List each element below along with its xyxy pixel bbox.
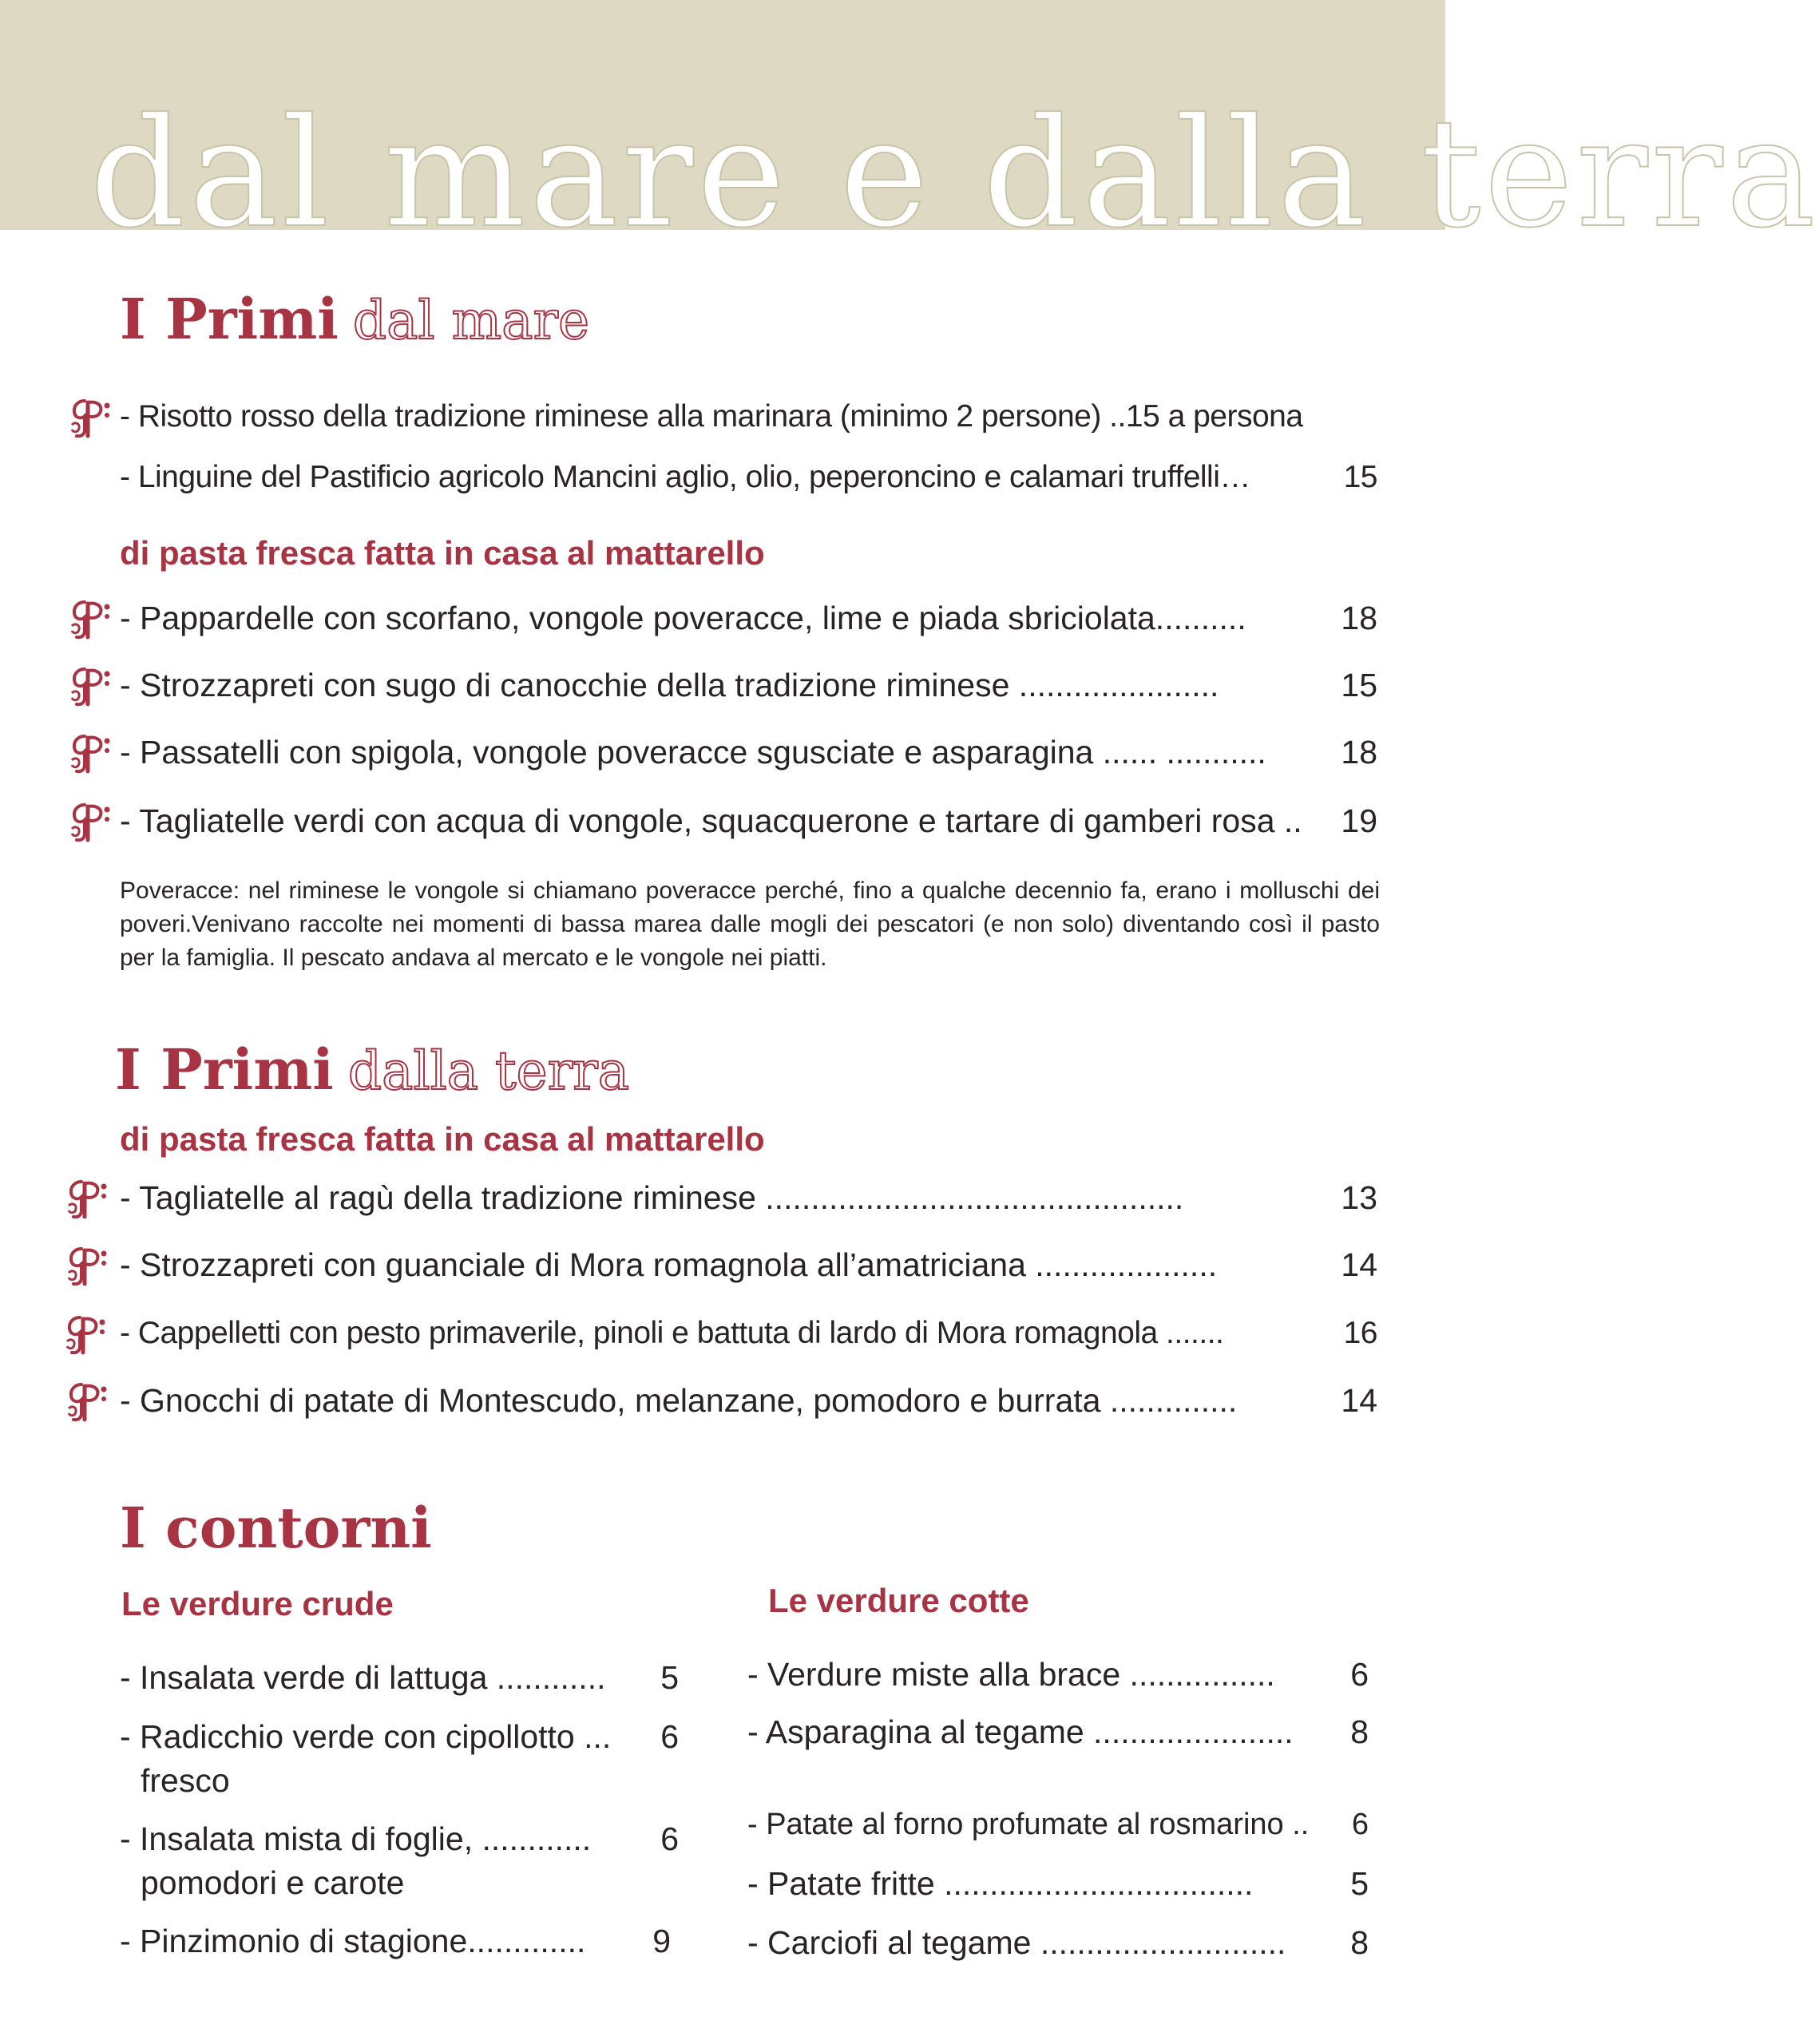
section-title-light: dalla terra bbox=[347, 1040, 630, 1102]
menu-item-linguine bbox=[120, 454, 1377, 501]
poveracce-note: Poveracce: nel riminese le vongole si chiamano poveracce perché, fino a qualche decennio fa, erano i molluschi dei poveri.Venivano raccolte nei momenti di bassa marea dalle mogli dei pescatori (e non solo) diventando così il pasto per la famiglia. Il pescato andava al mercato e le vongole nei piatti. bbox=[120, 877, 1380, 971]
contorno-price: 8 bbox=[1350, 1924, 1369, 1961]
contorno-price: 6 bbox=[660, 1718, 679, 1755]
contorno-price: 8 bbox=[1350, 1713, 1369, 1750]
contorno-price: 6 bbox=[1351, 1808, 1369, 1841]
menu-item-tagliatelle-ragu bbox=[120, 1174, 1377, 1222]
contorno-label: - Pinzimonio di stagione............. bbox=[120, 1923, 586, 1959]
section-title-contorni: I contorni bbox=[120, 1495, 432, 1561]
menu-item-strozzapreti-guanciale bbox=[120, 1241, 1377, 1289]
contorno-label: - Carciofi al tegame ........................... bbox=[747, 1924, 1286, 1961]
section-title-bold: I Primi bbox=[120, 286, 339, 352]
contorno-item-verdure-brace bbox=[747, 1653, 1369, 1697]
menu-item-price: 14 bbox=[1341, 1246, 1377, 1283]
menu-item-cappelletti bbox=[120, 1309, 1377, 1357]
contorno-price: 5 bbox=[660, 1659, 679, 1696]
subhead-verdure-crude: Le verdure crude bbox=[121, 1585, 394, 1622]
menu-item-label: - Linguine del Pastificio agricolo Mancini aglio, olio, peperoncino e calamari truffelli… bbox=[120, 460, 1250, 494]
menu-item-gnocchi bbox=[120, 1377, 1377, 1424]
menu-item-risotto bbox=[120, 393, 1377, 441]
contorno-item-patate-forno bbox=[747, 1803, 1369, 1847]
menu-item-price: 16 bbox=[1343, 1316, 1377, 1350]
fleur-logo-icon bbox=[64, 1378, 110, 1424]
contorno-label-cont: fresco bbox=[141, 1762, 230, 1799]
contorno-item-asparagina bbox=[747, 1710, 1369, 1754]
section-title-bold: I Primi bbox=[115, 1036, 334, 1103]
contorno-item-insalata-mista bbox=[120, 1817, 679, 1905]
fleur-logo-icon bbox=[64, 1242, 110, 1289]
menu-item-label: - Gnocchi di patate di Montescudo, melanzane, pomodoro e burrata .............. bbox=[120, 1382, 1238, 1419]
contorno-item-patate-fritte bbox=[747, 1862, 1369, 1906]
fleur-logo-icon bbox=[62, 1311, 109, 1357]
fleur-logo-icon bbox=[67, 596, 113, 642]
contorno-label: - Insalata mista di foglie, ............ bbox=[120, 1820, 592, 1857]
subhead-verdure-cotte: Le verdure cotte bbox=[768, 1582, 1029, 1619]
menu-item-label: - Cappelletti con pesto primaverile, pinoli e battuta di lardo di Mora romagnola ....... bbox=[120, 1316, 1224, 1350]
menu-item-strozzapreti-canocchie bbox=[120, 661, 1377, 709]
menu-item-price: 14 bbox=[1341, 1382, 1377, 1419]
menu-item-tagliatelle-verdi bbox=[120, 797, 1377, 845]
menu-item-price: 15 bbox=[1341, 667, 1377, 703]
contorno-item-insalata-verde bbox=[120, 1656, 679, 1700]
menu-item-price: 18 bbox=[1341, 600, 1377, 636]
contorno-item-pinzimonio bbox=[120, 1919, 671, 1963]
contorno-item-carciofi bbox=[747, 1921, 1369, 1965]
menu-item-pappardelle bbox=[120, 594, 1377, 642]
section-title-light: dal mare bbox=[352, 290, 590, 351]
menu-item-label: - Risotto rosso della tradizione riminese alla marinara (minimo 2 persone) ..15 a persona bbox=[120, 399, 1303, 434]
contorno-label: - Patate fritte .................................. bbox=[747, 1865, 1254, 1902]
menu-item-label: - Passatelli con spigola, vongole poveracce sgusciate e asparagina ...... ........... bbox=[120, 734, 1266, 770]
contorno-label: - Radicchio verde con cipollotto ... bbox=[120, 1718, 612, 1755]
section-title-mare bbox=[120, 286, 589, 355]
fleur-logo-icon bbox=[67, 394, 113, 441]
fleur-logo-icon bbox=[67, 798, 113, 845]
contorno-price: 5 bbox=[1350, 1865, 1369, 1902]
section-title-terra bbox=[115, 1036, 629, 1105]
menu-item-price: 19 bbox=[1341, 802, 1377, 839]
subhead-pasta-mare: di pasta fresca fatta in casa al mattarello bbox=[120, 534, 765, 572]
contorno-price: 6 bbox=[1350, 1656, 1369, 1693]
fleur-logo-icon bbox=[67, 730, 113, 776]
contorno-label: - Patate al forno profumate al rosmarino .. bbox=[747, 1808, 1310, 1841]
contorno-price: 9 bbox=[652, 1923, 671, 1959]
menu-item-price: 13 bbox=[1341, 1179, 1377, 1216]
page-title: dal mare e dalla terra bbox=[89, 86, 1819, 261]
contorno-label-cont: pomodori e carote bbox=[141, 1864, 405, 1901]
menu-item-label: - Tagliatelle verdi con acqua di vongole, squacquerone e tartare di gamberi rosa .. bbox=[120, 802, 1302, 839]
menu-item-label: - Strozzapreti con sugo di canocchie della tradizione riminese ...................... bbox=[120, 667, 1219, 703]
contorno-label: - Asparagina al tegame ...................... bbox=[747, 1713, 1294, 1750]
menu-item-passatelli bbox=[120, 728, 1377, 776]
menu-item-price: 18 bbox=[1341, 734, 1377, 770]
menu-item-label: - Strozzapreti con guanciale di Mora romagnola all’amatriciana .................... bbox=[120, 1246, 1218, 1283]
contorno-price: 6 bbox=[660, 1820, 679, 1857]
contorno-item-radicchio bbox=[120, 1715, 679, 1803]
fleur-logo-icon bbox=[64, 1175, 110, 1222]
menu-item-price: 15 bbox=[1343, 460, 1377, 494]
menu-item-label: - Pappardelle con scorfano, vongole poveracce, lime e piada sbriciolata.......... bbox=[120, 600, 1246, 636]
contorno-label: - Verdure miste alla brace ................ bbox=[747, 1656, 1275, 1693]
fleur-logo-icon bbox=[67, 663, 113, 709]
subhead-pasta-terra: di pasta fresca fatta in casa al mattarello bbox=[120, 1120, 765, 1158]
menu-item-label: - Tagliatelle al ragù della tradizione riminese .............................................. bbox=[120, 1179, 1184, 1216]
contorno-label: - Insalata verde di lattuga ............ bbox=[120, 1659, 606, 1696]
